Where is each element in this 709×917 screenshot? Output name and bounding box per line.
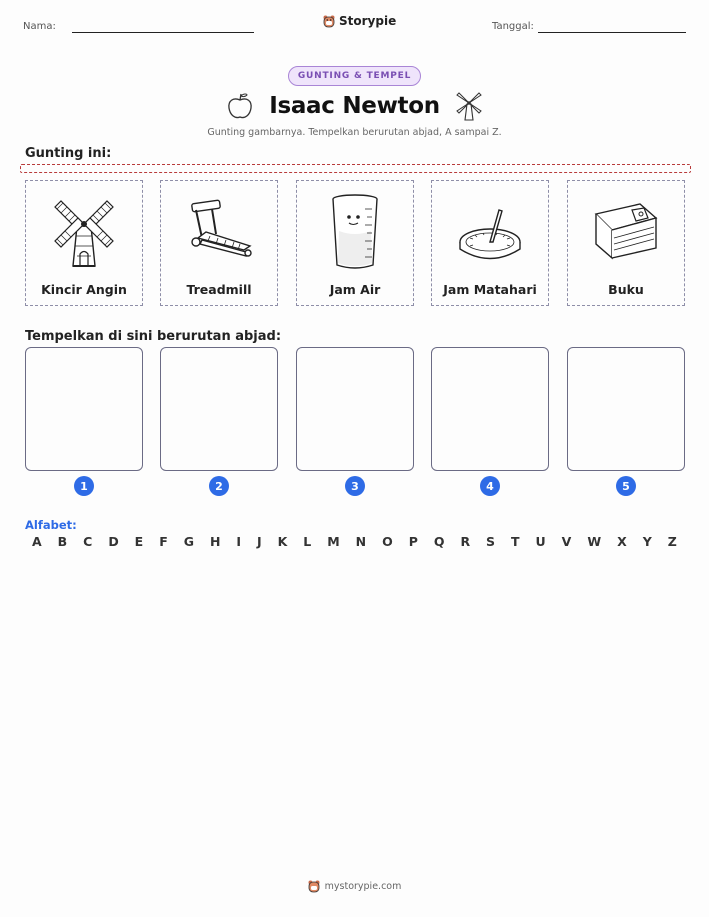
treadmill-icon xyxy=(182,196,257,266)
cut-line[interactable] xyxy=(20,164,691,173)
brand-logo xyxy=(323,14,396,28)
alphabet-letter: K xyxy=(277,534,288,549)
alphabet-label: Alfabet: xyxy=(25,518,77,532)
alphabet-letter: P xyxy=(408,534,418,549)
alphabet-letter: C xyxy=(83,534,93,549)
name-line[interactable] xyxy=(72,32,254,33)
alphabet-letter: L xyxy=(303,534,312,549)
alphabet-letter: Y xyxy=(642,534,652,549)
alphabet-letter: X xyxy=(617,534,627,549)
cut-heading: Gunting ini: xyxy=(25,146,112,161)
alphabet-letter: S xyxy=(486,534,496,549)
alphabet-row xyxy=(32,534,677,549)
alphabet-letter: U xyxy=(535,534,546,549)
cut-card-book[interactable] xyxy=(567,180,685,306)
paste-slot[interactable] xyxy=(296,347,414,471)
alphabet-letter: F xyxy=(159,534,168,549)
alphabet-letter: E xyxy=(134,534,144,549)
bear-icon xyxy=(308,880,320,893)
paste-slot[interactable] xyxy=(431,347,549,471)
water-clock-icon xyxy=(325,191,385,271)
paste-slot[interactable] xyxy=(25,347,143,471)
card-label: Treadmill xyxy=(186,282,252,297)
footer xyxy=(308,880,402,893)
paste-slot[interactable] xyxy=(160,347,278,471)
alphabet-letter: T xyxy=(511,534,520,549)
windmill-icon xyxy=(49,194,119,269)
sundial-icon xyxy=(455,196,525,266)
slot-number: 4 xyxy=(480,476,500,496)
alphabet-letter: J xyxy=(257,534,262,549)
card-label: Jam Matahari xyxy=(443,282,537,297)
footer-url[interactable]: mystorypie.com xyxy=(324,881,402,892)
cut-card-sundial[interactable] xyxy=(431,180,549,306)
slot-number: 2 xyxy=(209,476,229,496)
name-label: Nama: xyxy=(23,21,56,32)
bear-icon xyxy=(323,15,335,28)
instructions: Gunting gambarnya. Tempelkan berurutan abjad, A sampai Z. xyxy=(207,127,502,138)
alphabet-letter: I xyxy=(236,534,242,549)
date-line[interactable] xyxy=(538,32,686,33)
slot-number: 3 xyxy=(345,476,365,496)
alphabet-letter: W xyxy=(587,534,602,549)
card-label: Kincir Angin xyxy=(41,282,127,297)
alphabet-letter: B xyxy=(57,534,68,549)
alphabet-letter: G xyxy=(183,534,194,549)
windmill-small-icon xyxy=(454,90,484,122)
cut-card-treadmill[interactable] xyxy=(160,180,278,306)
alphabet-letter: N xyxy=(355,534,367,549)
alphabet-letter: Z xyxy=(667,534,677,549)
alphabet-letter: R xyxy=(460,534,471,549)
paste-slot[interactable] xyxy=(567,347,685,471)
alphabet-letter: O xyxy=(382,534,393,549)
cut-card-windmill[interactable] xyxy=(25,180,143,306)
date-label: Tanggal: xyxy=(492,21,534,32)
alphabet-letter: A xyxy=(32,534,42,549)
card-label: Jam Air xyxy=(329,282,381,297)
slot-number: 1 xyxy=(74,476,94,496)
alphabet-letter: Q xyxy=(433,534,445,549)
card-label: Buku xyxy=(608,282,644,297)
alphabet-letter: D xyxy=(108,534,119,549)
book-icon xyxy=(590,198,662,264)
page-title: Isaac Newton xyxy=(269,93,440,119)
alphabet-letter: V xyxy=(561,534,572,549)
alphabet-letter: M xyxy=(327,534,340,549)
slot-number: 5 xyxy=(616,476,636,496)
apple-icon xyxy=(225,91,255,121)
alphabet-letter: H xyxy=(209,534,221,549)
paste-heading: Tempelkan di sini berurutan abjad: xyxy=(25,329,282,344)
cut-card-water-clock[interactable] xyxy=(296,180,414,306)
brand-name: Storypie xyxy=(339,14,397,28)
activity-badge: GUNTING & TEMPEL xyxy=(288,66,421,86)
